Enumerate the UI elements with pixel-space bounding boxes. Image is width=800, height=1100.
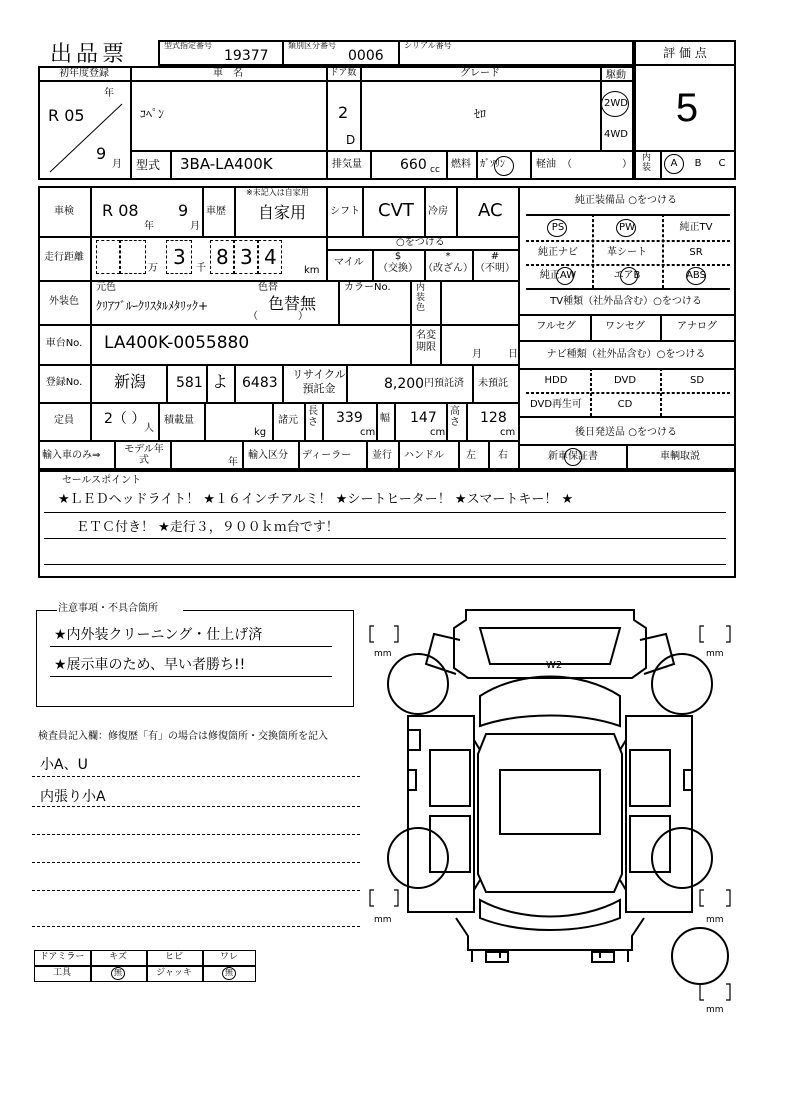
equip-ps-circle [547,219,567,237]
import-category-label: 輸入区分 [248,450,288,461]
mile-mark-note: ○をつける [396,237,445,248]
repaint-value: 色替無 [268,294,317,313]
legend-jack-value: 無 [225,968,233,977]
notes-line-1: ★内外装クリーニング・仕上げ済 [54,627,263,643]
form-title: 出品票 [50,42,129,67]
equip-tv: 純正TV [679,222,713,233]
divider [398,40,400,66]
repaint-paren: （ ） [248,311,308,322]
orig-color-value: ｸﾘｱﾌﾞﾙｰｸﾘｽﾀﾙﾒﾀﾘｯｸ+ [96,299,209,313]
equip-abs: ABS [686,270,706,281]
altered-label: （改ざん） [423,263,473,274]
model-year-label: モデル年式 [124,444,164,466]
mm-label-fl: mm [374,649,392,659]
divider [130,150,634,152]
import-label: 輸入車のみ⇒ [42,450,101,461]
legend-broken: ワレ [219,952,239,962]
equip-ps: PS [551,222,565,233]
fuel-label: 燃料 [451,159,471,170]
inspector-label: 検査員記入欄：修復歴「有」の場合は修復箇所・交換箇所を記入 [38,731,328,742]
first-reg-month: 9 [96,144,107,163]
capacity-value: 2（ ） [104,411,146,427]
equip-abs-circle [686,267,706,285]
doors-value: 2 [338,103,349,122]
width-unit: cm [430,427,446,438]
fuel-paren: （ ） [562,159,632,170]
height-value: 128 [480,410,507,426]
exchange-symbol: $ [394,251,402,262]
car-name: ｺﾍﾟﾝ [140,107,165,121]
orig-color-label: 元色 [96,282,116,293]
divider [634,150,736,152]
first-reg-label: 初年度登録 [59,68,109,79]
car-name-label: 車 名 [213,68,243,79]
divider [370,150,372,180]
tv-fullseg: フルセグ [536,321,576,332]
equipment-title: 純正装備品 ○をつける [575,195,677,206]
tv-oneseg: ワンセグ [605,321,645,332]
inspector-line-2: 内張り小A [40,789,106,805]
mileage-digit-2: 8 [216,245,229,269]
interior-c: C [718,158,726,169]
reg-no-label: 登録No. [45,377,83,388]
inspection-month: 9 [178,201,189,220]
divider [530,150,532,180]
model-code: 19377 [224,48,269,64]
divider [476,150,478,180]
handle-right: 右 [498,450,508,461]
divider [446,150,448,180]
divider [130,66,132,180]
legend-door-mirror: ドアミラー [39,952,85,962]
repaint-label: 色替 [258,282,278,293]
displacement-value: 660 [400,157,427,173]
mm-label-fr: mm [706,649,724,659]
later-warranty-circle [564,448,582,466]
displacement-label: 排気量 [332,159,362,170]
title-change-month: 月 [472,349,482,360]
recycle-unpaid: 未預託 [478,378,508,389]
model-value: 3BA-LA400K [180,155,273,173]
shift-label: シフト [330,206,360,217]
mileage-digit-4: 4 [264,245,277,269]
interior-label: 内装 [642,153,652,173]
reg-area: 新潟 [114,372,147,391]
handle-left: 左 [466,450,476,461]
legend-crack: ヒビ [164,952,184,962]
dims-label: 諸元 [278,415,298,426]
later-manual: 車輌取説 [660,451,700,462]
navi-dvd: DVD [613,375,637,386]
sales-label: セールスポイント [62,475,142,486]
navi-sd: SD [689,375,705,386]
recycle-unit: 円預託済 [424,378,464,389]
history-value: 自家用 [258,203,307,222]
divider [170,150,172,180]
divider [38,80,634,82]
notes-label: 注意事項・不具合箇所 [58,603,158,614]
drive-2wd: 2WD [604,98,628,109]
fuel-value: ｶﾞｿﾘﾝ [480,159,505,170]
mileage-digit-box [96,240,120,274]
legend-tools: 工具 [52,968,72,978]
title-change-day: 日 [508,349,518,360]
later-warranty: 新車保証書 [548,451,598,462]
shift-value: CVT [378,200,414,221]
legend-scratch: キズ [109,952,127,962]
interior-color-label: 内装色 [416,283,426,313]
recycle-label: リサイクル預託金 [292,368,346,395]
rating-value: 5 [675,86,699,130]
reg-kana: よ [212,372,229,391]
dealer-option: ディーラー [302,450,352,461]
history-label: 車歴 [206,206,226,217]
equip-leather: 革シート [607,247,647,258]
interior-b: B [694,158,702,169]
mileage-digit-1: 3 [173,245,186,269]
divider [282,40,284,66]
width-value: 147 [410,410,437,426]
divider [660,150,662,180]
legend-tools-value: 無 [114,968,122,977]
unknown-symbol: # [490,251,500,262]
navi-hdd: HDD [544,375,568,386]
handle-label: ハンドル [404,450,444,461]
mm-label-spare: mm [706,1005,724,1015]
inspection-month-suffix: 月 [190,221,200,232]
height-label: 高さ [450,406,460,428]
chassis-label: 車台No. [45,338,83,349]
equip-pw-circle [616,219,636,237]
divider [326,66,328,180]
notes-line-2: ★展示車のため、早い者勝ち!! [54,657,246,673]
interior-a: A [670,158,678,169]
divider [518,186,520,470]
navi-cd: CD [617,399,633,410]
inspection-label: 車検 [54,206,74,217]
tv-analog: アナログ [677,321,717,332]
grade-label: グレード [460,68,500,79]
first-reg-year: R 05 [48,106,85,125]
load-label: 積載量 [164,415,194,426]
mileage-digit-3: 3 [240,245,253,269]
length-value: 339 [336,410,363,426]
parallel-option: 並行 [372,450,392,461]
mileage-km: km [304,265,320,276]
equip-navi: 純正ナビ [538,247,578,258]
drive-4wd: 4WD [604,129,628,140]
ac-label: 冷房 [428,206,448,217]
history-note: ※未記入は自家用 [246,188,309,197]
mm-label-rr: mm [706,915,724,925]
rating-label: 評 価 点 [663,46,707,60]
doors-sub: D [346,133,356,147]
length-label: 長さ [308,406,318,428]
inspection-value: R 08 [102,201,139,220]
chassis-value: LA400K-0055880 [104,333,250,353]
ac-value: AC [478,200,503,221]
category-code: 0006 [348,48,384,64]
legend-tools-circle [111,967,125,980]
year-suffix: 年 [104,88,114,99]
divider [634,64,736,66]
color-label: 外装色 [49,296,79,307]
mileage-label: 走行距離 [44,252,84,263]
reg-number: 6483 [242,375,278,391]
model-label: 型式 [136,158,161,172]
length-unit: cm [360,427,376,438]
equip-pw: PW [619,222,635,233]
reg-class: 581 [176,375,203,391]
mileage-man: 万 [148,263,158,274]
height-unit: cm [500,427,516,438]
equip-airbag: エアB [613,270,641,281]
category-label: 類別区分番号 [288,41,336,50]
equip-aw: 純正AW [539,270,577,281]
legend-jack: ジャッキ [156,968,192,978]
exchange-label: （交換） [378,263,418,274]
mile-label: マイル [334,257,364,268]
equip-aw-circle [556,267,574,285]
altered-symbol: * [445,251,451,262]
sales-line-1: ★ＬＥＤヘッドライト！ ★１６インチアルミ！ ★シートヒーター！ ★スマートキー！ ★ [58,492,574,507]
navi-dvd-play: DVD再生可 [529,399,583,410]
drive-label: 駆動 [606,70,626,81]
legend-jack-circle [222,967,236,980]
light-oil-label: 軽油 [536,159,556,170]
navi-title: ナビ種類（社外品含む）○をつける [546,349,706,360]
mm-label-rl: mm [374,915,392,925]
model-code-label: 型式指定番号 [164,41,212,50]
inspection-year-suffix: 年 [144,221,154,232]
sales-line-2: ＥＴＣ付き！ ★走行３，９００ｋｍ台です！ [76,520,339,535]
capacity-unit: 人 [144,423,154,434]
title-change-label: 名変期限 [416,330,436,353]
capacity-label: 定員 [54,415,74,426]
unknown-label: （不明） [475,263,515,274]
import-year-suffix: 年 [228,457,238,468]
recycle-value: 8,200 [384,376,425,392]
serial-label: シリアル番号 [404,41,452,50]
mileage-sen: 千 [196,263,206,274]
equip-airbag-circle [620,267,638,285]
grade-value: ｾﾛ [474,107,487,121]
month-suffix: 月 [112,159,122,170]
doors-label: ドア数 [329,68,357,78]
equip-sr: SR [689,247,703,258]
fuel-selected-circle [494,156,514,176]
divider [360,66,362,150]
inspector-line-1: 小A、U [40,757,88,773]
width-label: 幅 [380,413,390,424]
later-title: 後日発送品 ○をつける [575,427,677,438]
load-unit: kg [254,427,267,438]
color-no-label: カラーNo. [344,282,391,293]
damage-mark-w2: W2 [546,660,563,671]
mileage-digit-box [120,240,146,274]
displacement-unit: cc [430,165,440,175]
tv-title: TV種類（社外品含む）○をつける [550,296,702,307]
